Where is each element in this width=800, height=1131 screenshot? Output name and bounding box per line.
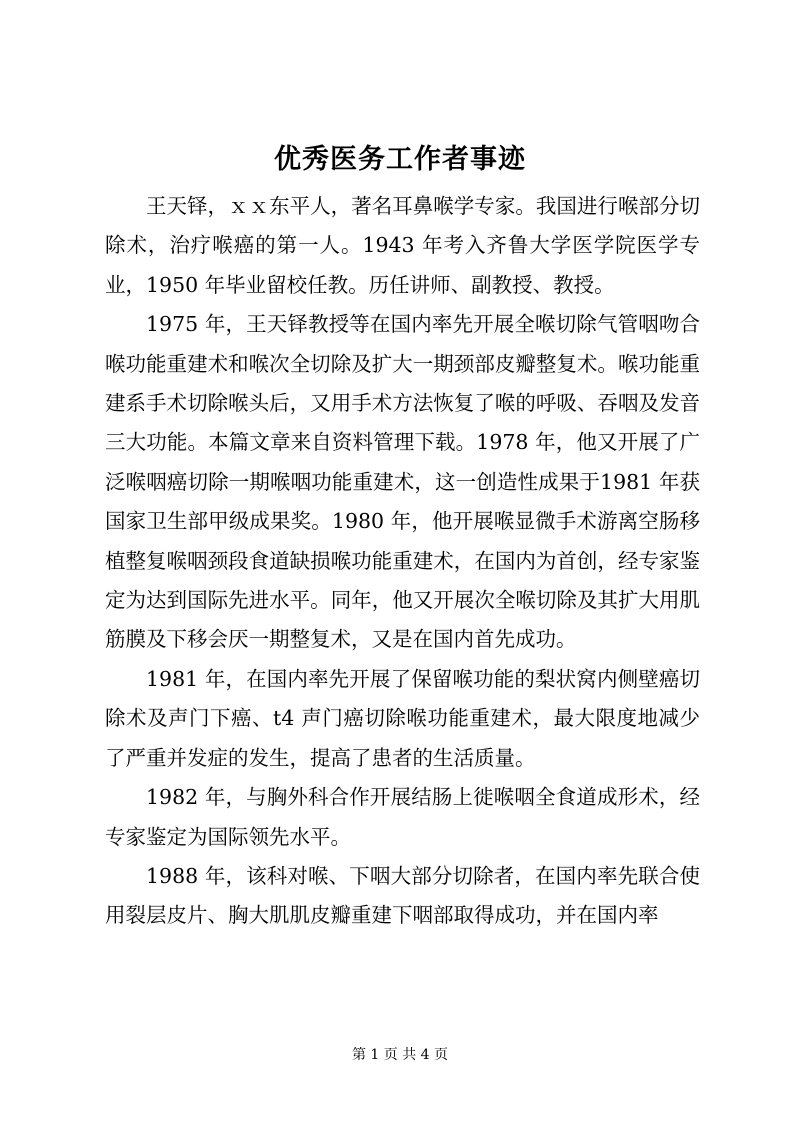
paragraph-intro: 王天铎，ｘｘ东平人，著名耳鼻喉学专家。我国进行喉部分切除术，治疗喉癌的第一人。1943 年考入齐鲁大学医学院医学专业，1950 年毕业留校任教。历任讲师、副教授、教授。 [105,194,700,297]
document-body [105,187,700,936]
paragraph-1982: 1982 年，与胸外科合作开展结肠上徙喉咽全食道成形术，经专家鉴定为国际领先水平。 [105,785,700,849]
page-title: 优秀医务工作者事迹 [274,144,526,175]
paragraph-1988: 1988 年，该科对喉、下咽大部分切除者，在国内率先联合使用裂层皮片、胸大肌肌皮瓣重建下咽部取得成功，并在国内率 [105,863,700,928]
paragraph-1981: 1981 年，在国内率先开展了保留喉功能的梨状窝内侧壁癌切除术及声门下癌、t4 声门癌切除喉功能重建术，最大限度地减少了严重并发症的发生，提高了患者的生活质量。 [105,666,700,770]
page-footer: 第 1 页 共 4 页 [351,1047,449,1063]
paragraph-1975: 1975 年，王天铎教授等在国内率先开展全喉切除气管咽吻合喉功能重建术和喉次全切除及扩大一期颈部皮瓣整复术。喉功能重建系手术切除喉头后，又用手术方法恢复了喉的呼吸、吞咽及发音三大功能。本篇文章来自资料管理下载。1978 年，他又开展了广泛喉咽癌切除一期喉咽功能重建术，这一创造性成果于1981 年获国家卫生部甲级成果奖。1980 年，他开展喉显微手术游离空肠移植整复喉咽颈段食道缺损喉功能重建术，在国内为首创，经专家鉴定为达到国际先进水平。同年，他又开展次全喉切除及其扩大用肌筋膜及下移会厌一期整复术，又是在国内首先成功。 [105,312,700,652]
